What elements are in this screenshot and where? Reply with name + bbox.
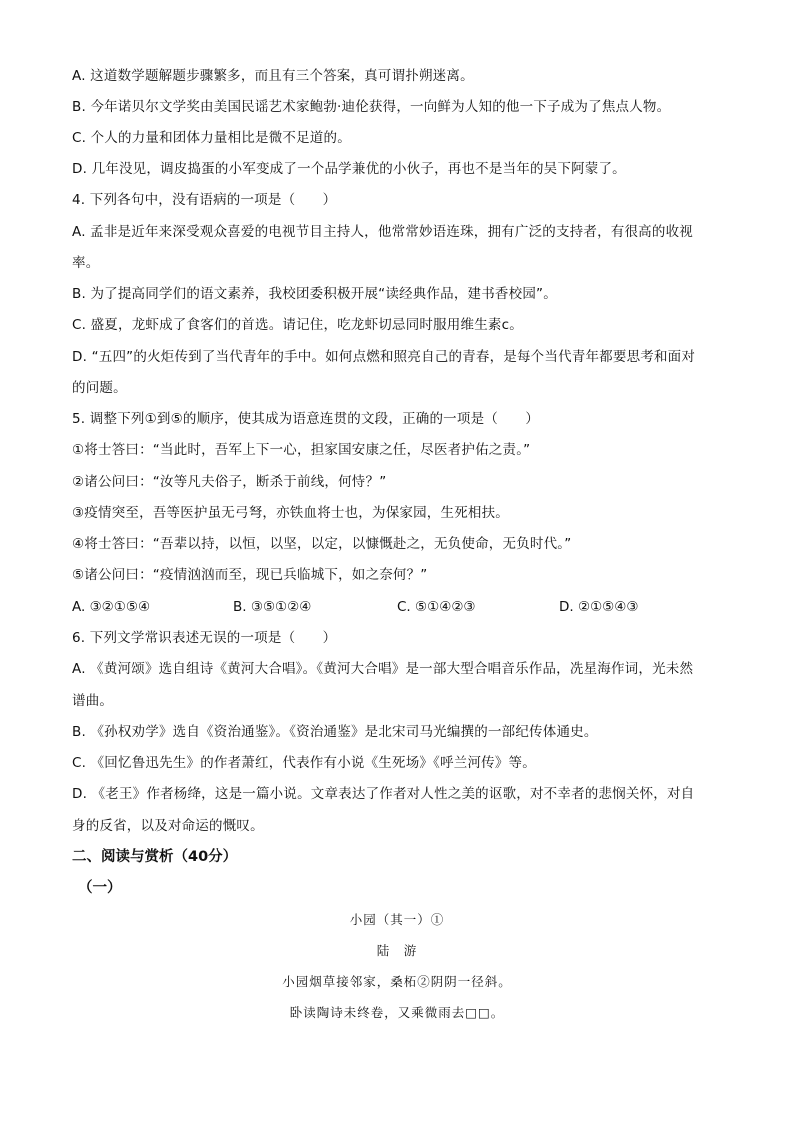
q4-option-a: A. 孟非是近年来深受观众喜爱的电视节目主持人，他常常妙语连珠，拥有广泛的支持者，有很高的收视 [72,224,693,240]
q4-option-d: D. “五四”的火炬传到了当代青年的手中。如何点燃和照亮自己的青春，是每个当代青年都要思考和面对 [72,349,696,365]
q4-option-a-cont: 率。 [72,255,100,271]
q3-option-d: D. 几年没见，调皮捣蛋的小军变成了一个品学兼优的小伙子，再也不是当年的吴下阿蒙了。 [72,161,626,177]
q6-option-b: B. 《孙权劝学》选自《资治通鉴》。《资治通鉴》是北宋司马光编撰的一部纪传体通史。 [72,724,598,740]
q5-stem: 5. 调整下列①到⑤的顺序，使其成为语意连贯的文段，正确的一项是（ ） [72,411,540,427]
q6-option-d: D. 《老王》作者杨绛，这是一篇小说。文章表达了作者对人性之美的讴歌，对不幸者的悲悯关怀，对自 [72,786,695,802]
poem-line-2: 卧读陶诗未终卷，又乘微雨去□□。 [289,1005,505,1020]
q5-sentence-3: ③疫情突至，吾等医护虽无弓弩，亦铁血将士也，为保家园，生死相扶。 [72,505,510,521]
poem-line-1: 小园烟草接邻家，桑柘②阴阴一径斜。 [282,974,512,989]
subsection-label: （一） [78,880,122,896]
q4-option-b: B. 为了提高同学们的语文素养，我校团委积极开展“读经典作品，建书香校园”。 [72,286,557,302]
q3-option-c: C. 个人的力量和团体力量相比是微不足道的。 [72,130,351,146]
section-heading: 二、阅读与赏析（40分） [72,849,238,865]
q6-option-a: A. 《黄河颂》选自组诗《黄河大合唱》。《黄河大合唱》是一部大型合唱音乐作品，冼星海作词，光未然 [72,661,694,677]
q5-sentence-5: ⑤诸公问曰：“疫情汹汹而至，现已兵临城下，如之奈何？” [72,567,428,583]
q5-sentence-2: ②诸公问曰：“汝等凡夫俗子，断杀于前线，何恃？” [72,474,387,490]
poem-title: 小园（其一）① [349,912,445,927]
q5-option-c: C. ⑤①④②③ [397,599,476,615]
q5-options [72,597,722,617]
q4-option-c: C. 盛夏，龙虾成了食客们的首选。请记住，吃龙虾切忌同时服用维生素c。 [72,317,523,333]
q5-option-b: B. ③⑤①②④ [233,599,312,615]
q5-sentence-1: ①将士答曰：“当此时，吾军上下一心，担家国安康之任，尽医者护佑之责。” [72,442,531,458]
q4-stem: 4. 下列各句中，没有语病的一项是（ ） [72,192,337,208]
q3-option-b: B. 今年诺贝尔文学奖由美国民谣艺术家鲍勃·迪伦获得，一向鲜为人知的他一下子成为了焦点人物。 [72,99,671,115]
q5-option-a: A. ③②①⑤④ [72,599,151,615]
poem-author: 陆 游 [376,943,418,958]
q5-option-d: D. ②①⑤④③ [559,599,639,615]
q6-option-c: C. 《回忆鲁迅先生》的作者萧红，代表作有小说《生死场》《呼兰河传》等。 [72,755,536,771]
q4-option-d-cont: 的问题。 [72,380,127,396]
q6-option-a-cont: 谱曲。 [72,693,114,709]
q6-stem: 6. 下列文学常识表述无误的一项是（ ） [72,630,337,646]
q6-option-d-cont: 身的反省，以及对命运的慨叹。 [72,818,264,834]
q3-option-a: A. 这道数学题解题步骤繁多，而且有三个答案，真可谓扑朔迷离。 [72,68,474,84]
q5-sentence-4: ④将士答曰：“吾辈以持，以恒，以坚，以定，以慷慨赴之，无负使命，无负时代。” [72,536,572,552]
